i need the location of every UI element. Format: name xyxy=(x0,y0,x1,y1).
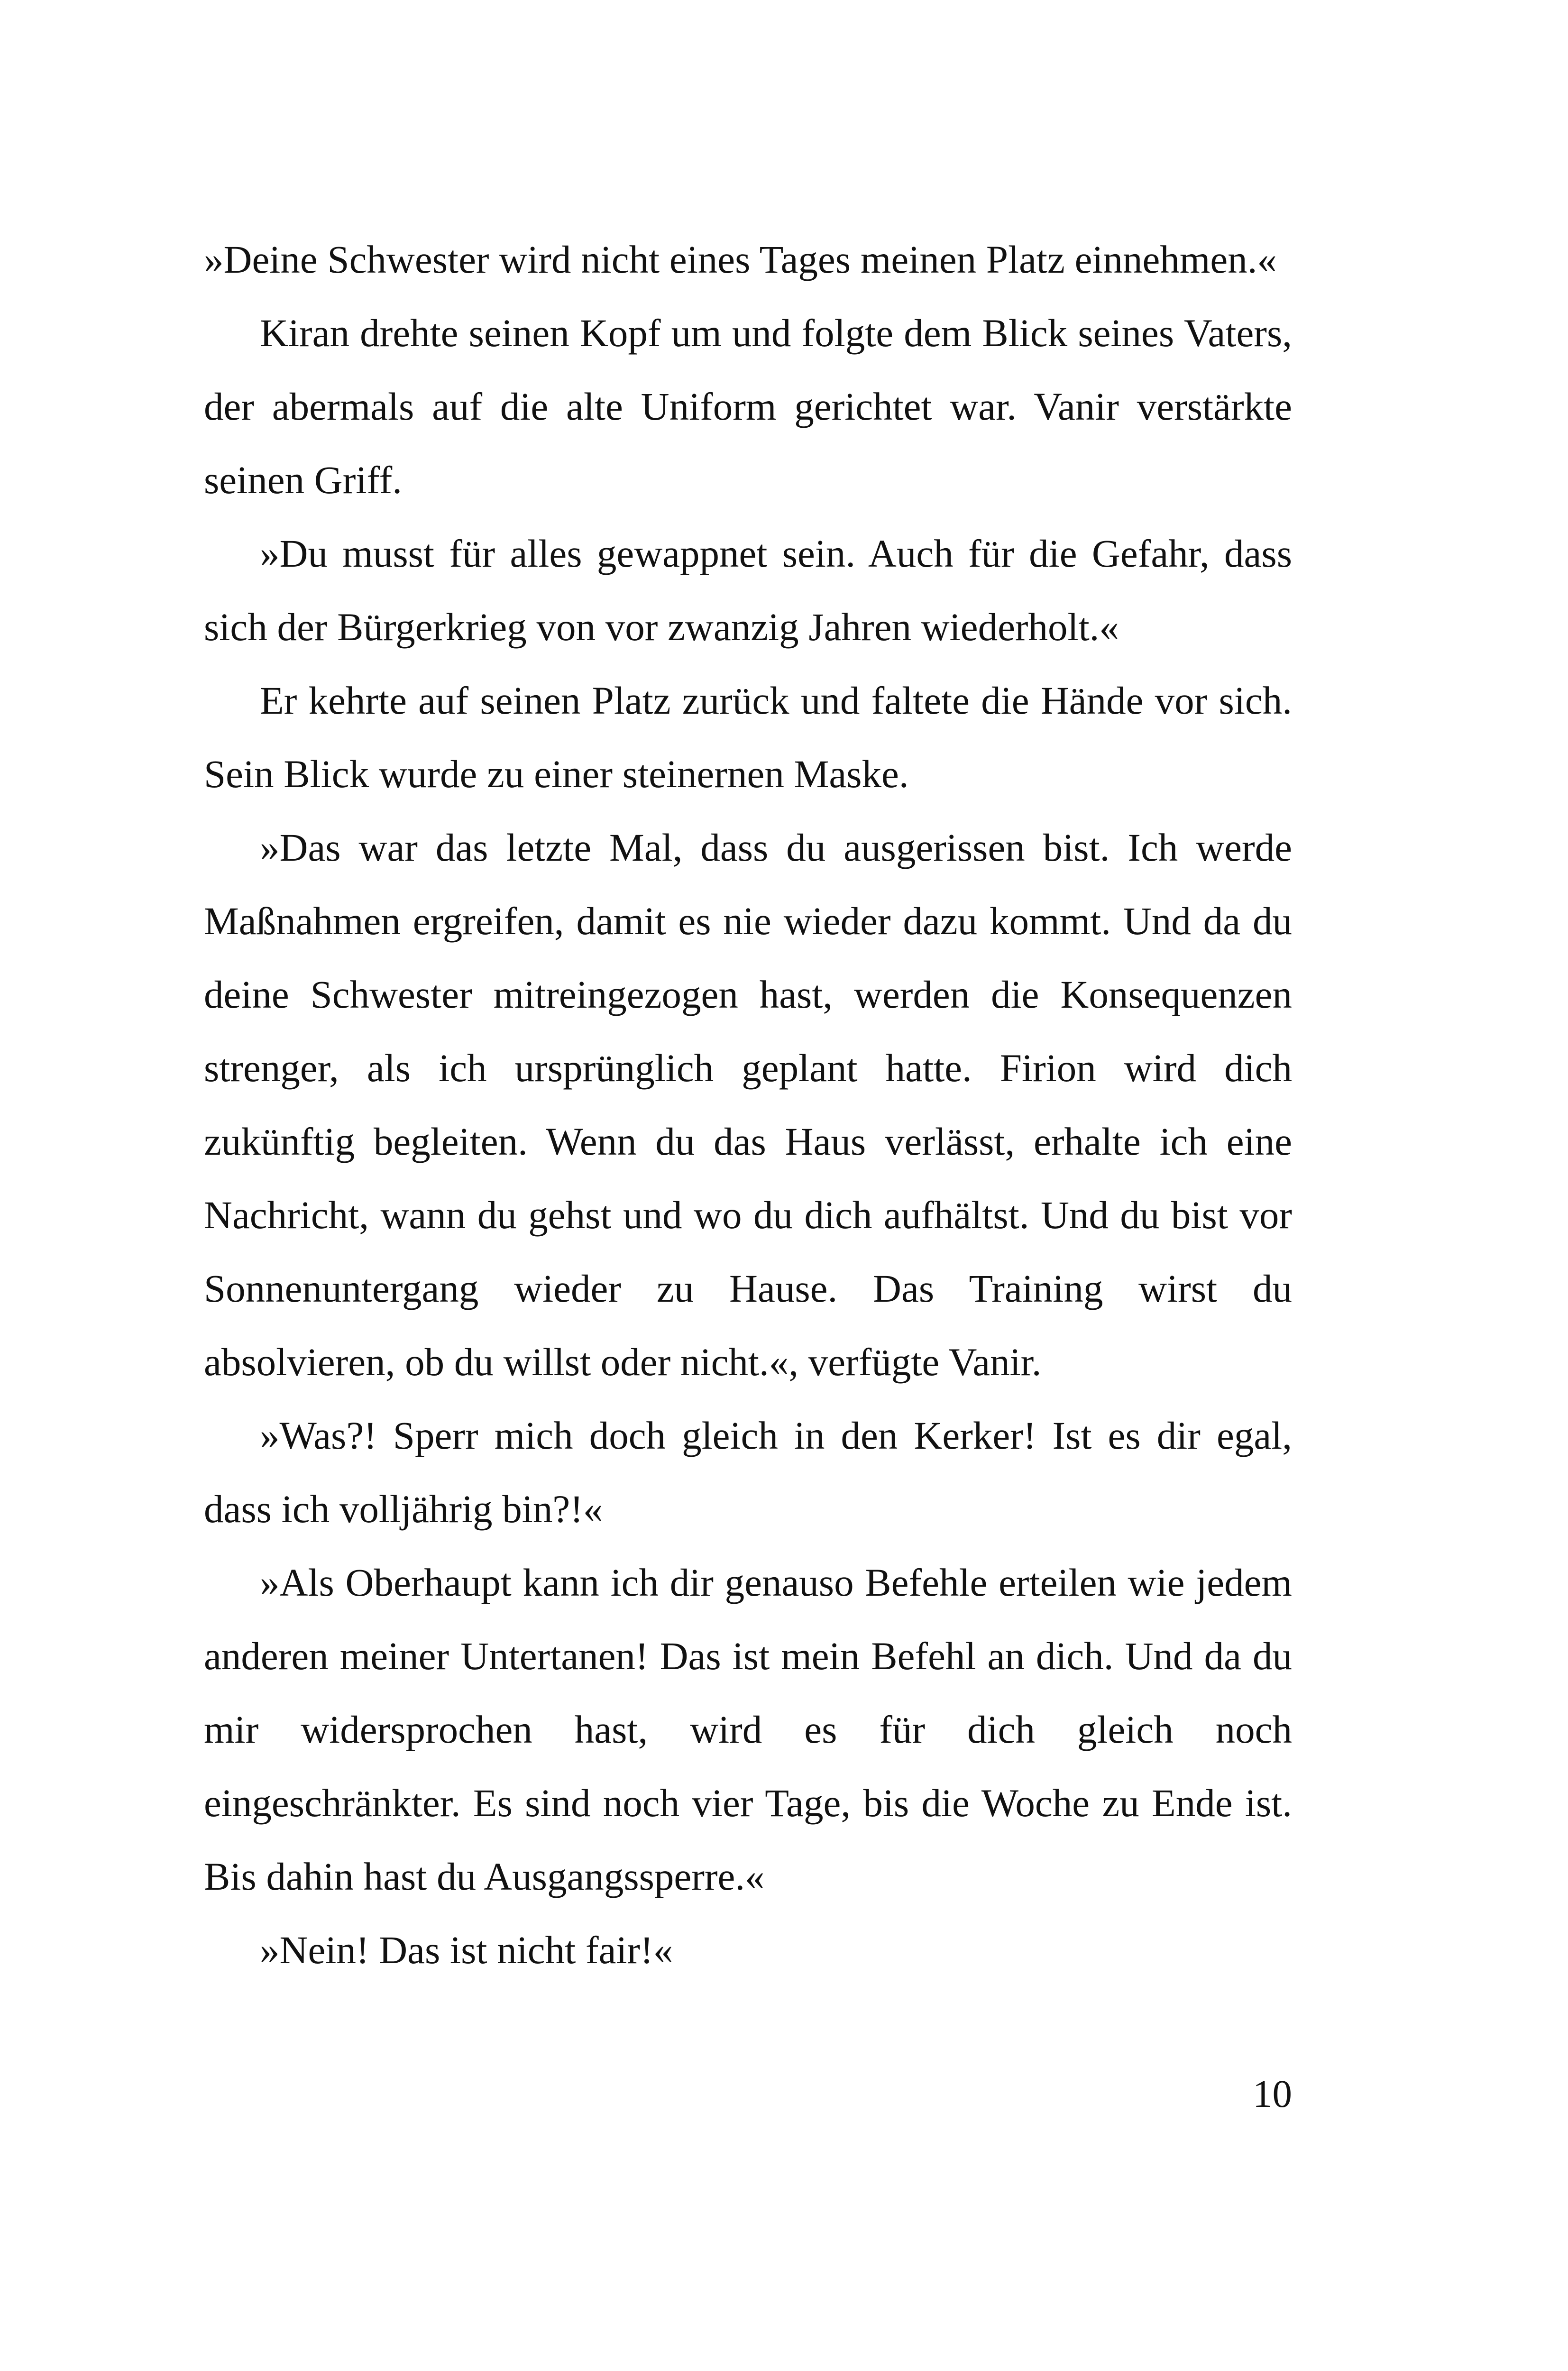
paragraph: Er kehrte auf seinen Platz zurück und faltete die Hände vor sich. Sein Blick wurde zu einer steinernen Maske. xyxy=(204,679,1292,796)
paragraph: »Deine Schwester wird nicht eines Tages meinen Platz einnehmen.« xyxy=(204,238,1277,281)
paragraph: »Das war das letzte Mal, dass du ausgerissen bist. Ich werde Maßnahmen ergreifen, damit es nie wieder dazu kommt. Und da du deine Schwester mitreingezogen hast, werden die Konsequenzen strenger, als ich ursprünglich geplant hatte. Firion wird dich zukünftig begleiten. Wenn du das Haus verlässt, erhalte ich eine Nachricht, wann du gehst und wo du dich aufhältst. Und du bist vor Sonnenuntergang wieder zu Hause. Das Training wirst du absolvieren, ob du willst oder nicht.«, verfügte Vanir. xyxy=(204,826,1292,1384)
body-text xyxy=(204,223,1292,1987)
paragraph: »Nein! Das ist nicht fair!« xyxy=(260,1928,673,1972)
paragraph: »Als Oberhaupt kann ich dir genauso Befehle erteilen wie jedem anderen meiner Untertanen! Das ist mein Befehl an dich. Und da du mir widersprochen hast, wird es für dich gleich noch eingeschränkter. Es sind noch vier Tage, bis die Woche zu Ende ist. Bis dahin hast du Ausgangssperre.« xyxy=(204,1561,1292,1898)
paragraph: »Du musst für alles gewappnet sein. Auch für die Gefahr, dass sich der Bürgerkrieg von vor zwanzig Jahren wiederholt.« xyxy=(204,532,1292,649)
paragraph: Kiran drehte seinen Kopf um und folgte dem Blick seines Vaters, der abermals auf die alte Uniform gerichtet war. Vanir verstärkte seinen Griff. xyxy=(204,311,1292,502)
page-number: 10 xyxy=(1253,2072,1292,2115)
paragraph: »Was?! Sperr mich doch gleich in den Kerker! Ist es dir egal, dass ich volljährig bin?!« xyxy=(204,1414,1292,1531)
